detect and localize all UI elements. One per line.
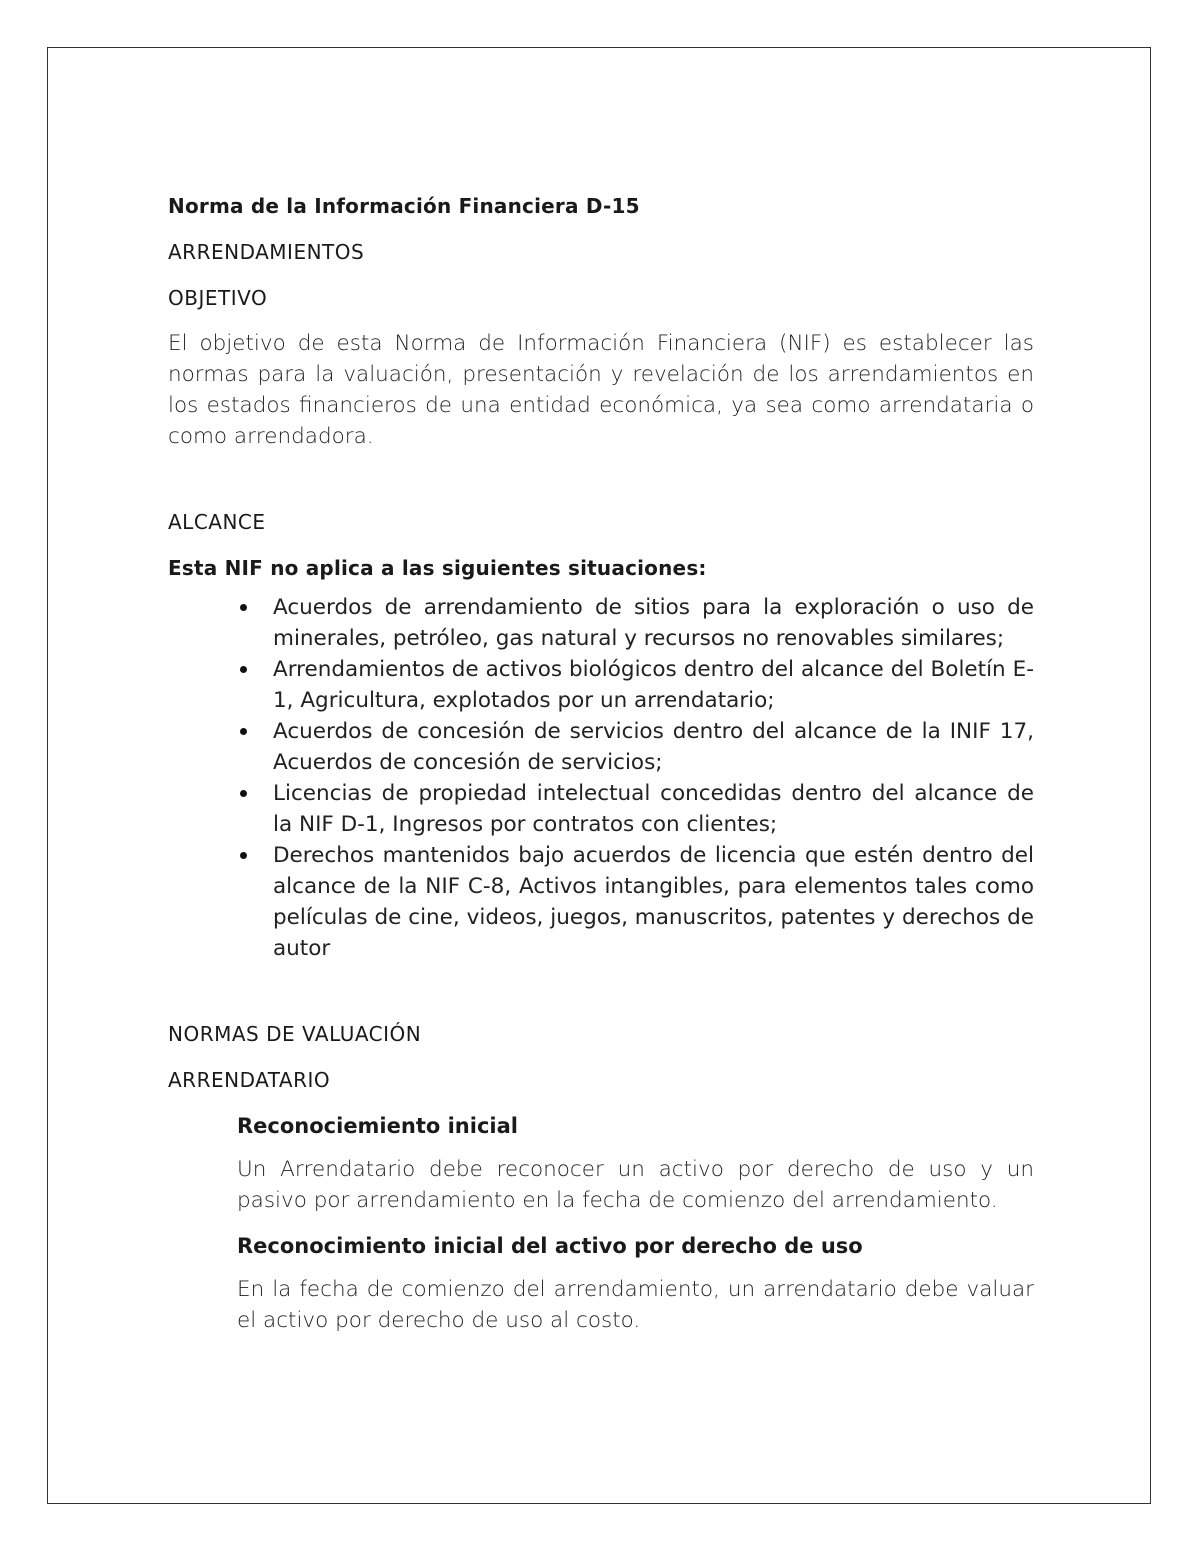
list-item (273, 654, 1034, 716)
list-item-text: Arrendamientos de activos biológicos dentro del alcance del Boletín E-1, Agricultura, explotados por un arrendatario; (273, 657, 1034, 713)
document-subtitle: ARRENDAMIENTOS (168, 240, 365, 264)
alcance-heading: ALCANCE (168, 510, 266, 534)
document-body (168, 190, 1034, 1336)
list-item-text: Acuerdos de arrendamiento de sitios para la exploración o uso de minerales, petróleo, gas natural y recursos no renovables similares; (273, 595, 1034, 651)
arrendatario-heading: ARRENDATARIO (168, 1068, 331, 1092)
list-item-text: Licencias de propiedad intelectual concedidas dentro del alcance de la NIF D-1, Ingresos por contratos con clientes; (273, 781, 1034, 837)
list-item (273, 778, 1034, 840)
bullet-icon (240, 852, 247, 859)
activo-heading: Reconocimiento inicial del activo por derecho de uso (237, 1234, 863, 1258)
normas-heading: NORMAS DE VALUACIÓN (168, 1022, 422, 1046)
activo-paragraph: En la fecha de comienzo del arrendamiento, un arrendatario debe valuar el activo por derecho de uso al costo. (237, 1277, 1034, 1333)
list-item (273, 592, 1034, 654)
reconocimiento-paragraph: Un Arrendatario debe reconocer un activo por derecho de uso y un pasivo por arrendamiento en la fecha de comienzo del arrendamiento. (237, 1157, 1034, 1213)
bullet-icon (240, 604, 247, 611)
bullet-icon (240, 790, 247, 797)
list-item-text: Acuerdos de concesión de servicios dentro del alcance de la INIF 17, Acuerdos de concesión de servicios; (273, 719, 1034, 775)
reconocimiento-heading: Reconociemiento inicial (237, 1114, 518, 1138)
list-item (273, 840, 1034, 964)
bullet-icon (240, 666, 247, 673)
bullet-icon (240, 728, 247, 735)
document-title: Norma de la Información Financiera D-15 (168, 194, 640, 218)
list-item-text: Derechos mantenidos bajo acuerdos de licencia que estén dentro del alcance de la NIF C-8, Activos intangibles, para elementos tales como películas de cine, videos, juegos, manuscritos, patentes y derechos de autor (273, 843, 1034, 961)
objetivo-heading: OBJETIVO (168, 286, 268, 310)
objetivo-paragraph: El objetivo de esta Norma de Información Financiera (NIF) es establecer las normas para la valuación, presentación y revelación de los arrendamientos en los estados financieros de una entidad económica, ya sea como arrendataria o como arrendadora. (168, 331, 1034, 449)
arrendatario-section (168, 1110, 1034, 1336)
alcance-intro: Esta NIF no aplica a las siguientes situaciones: (168, 556, 707, 580)
alcance-list (168, 592, 1034, 964)
list-item (273, 716, 1034, 778)
